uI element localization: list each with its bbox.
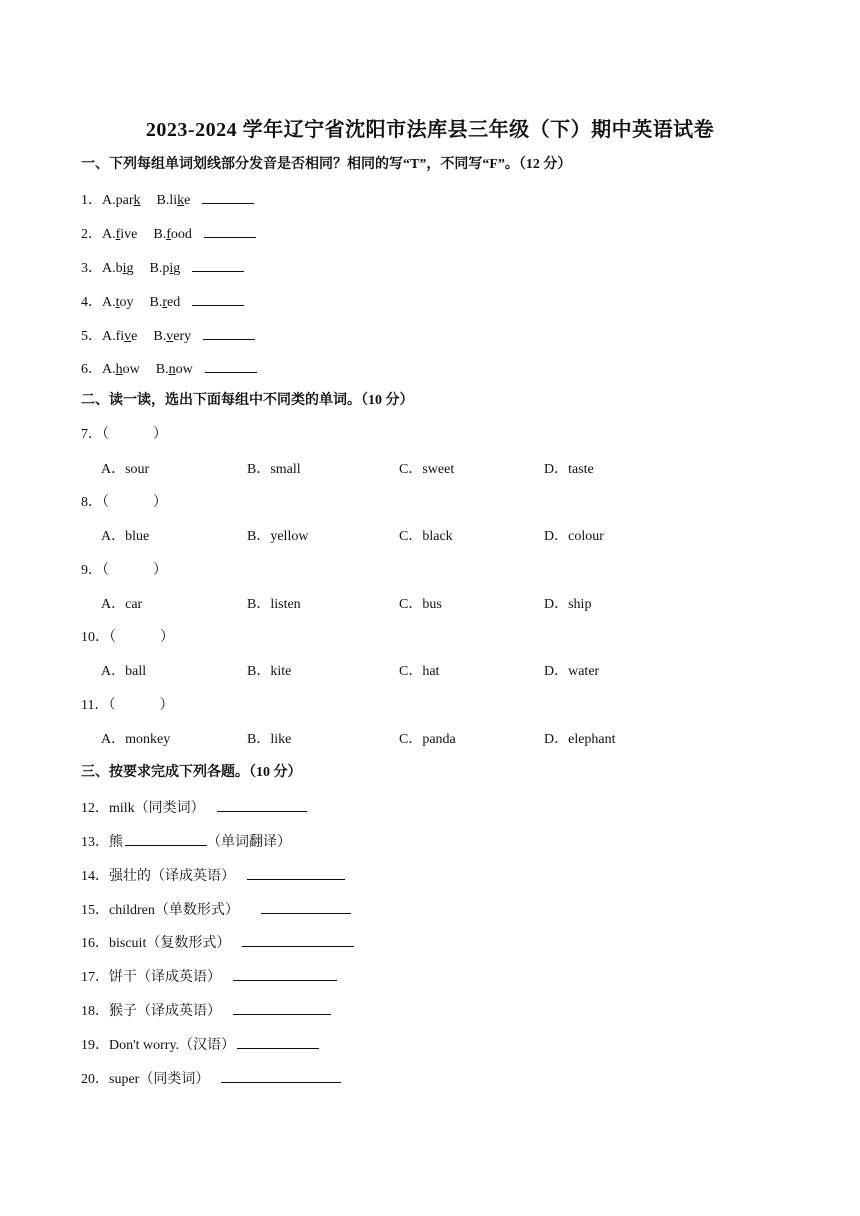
answer-blank[interactable] xyxy=(204,223,256,238)
option-b[interactable]: B．listen xyxy=(247,597,301,612)
question-19: 19．Don't worry.（汉语） xyxy=(81,1034,319,1056)
option-b[interactable]: B．yellow xyxy=(247,529,309,544)
answer-blank[interactable] xyxy=(261,899,351,914)
question-18: 18．猴子（译成英语） xyxy=(81,1000,331,1022)
option-d[interactable]: D．water xyxy=(544,664,600,679)
answer-blank[interactable] xyxy=(247,865,345,880)
section-2-heading: 二、读一读，选出下面每组中不同类的单词。（10 分） xyxy=(81,393,414,408)
question-2: 2．A.five B.food xyxy=(81,223,256,245)
answer-blank[interactable] xyxy=(203,325,255,340)
question-7: 7．（ ） xyxy=(81,427,167,442)
question-4: 4．A.toy B.red xyxy=(81,291,244,313)
option-d[interactable]: D．colour xyxy=(544,529,604,544)
answer-blank[interactable] xyxy=(217,797,307,812)
option-c[interactable]: C．panda xyxy=(399,732,456,747)
answer-blank[interactable] xyxy=(233,966,337,981)
question-16: 16．biscuit（复数形式） xyxy=(81,932,354,954)
option-c[interactable]: C．hat xyxy=(399,664,440,679)
section-1-heading: 一、下列每组单词划线部分发音是否相同？相同的写“T”，不同写“F”。（12 分） xyxy=(81,157,572,172)
question-14: 14．强壮的（译成英语） xyxy=(81,865,345,887)
question-11: 11．（ ） xyxy=(81,698,174,713)
option-c[interactable]: C．bus xyxy=(399,597,442,612)
question-8: 8．（ ） xyxy=(81,495,167,510)
question-13: 13．熊 （单词翻译） xyxy=(81,831,291,853)
question-20: 20．super（同类词） xyxy=(81,1068,341,1090)
answer-blank[interactable] xyxy=(192,257,244,272)
answer-blank[interactable] xyxy=(221,1068,341,1083)
option-a[interactable]: A．ball xyxy=(101,664,147,679)
exam-title: 2023-2024 学年辽宁省沈阳市法库县三年级（下）期中英语试卷 xyxy=(145,119,715,141)
answer-blank[interactable] xyxy=(205,358,257,373)
option-a[interactable]: A．monkey xyxy=(101,732,171,747)
answer-blank[interactable] xyxy=(125,831,207,846)
option-a[interactable]: A．car xyxy=(101,597,143,612)
answer-blank[interactable] xyxy=(202,189,254,204)
option-b[interactable]: B．like xyxy=(247,732,292,747)
answer-blank[interactable] xyxy=(242,932,354,947)
option-a[interactable]: A．sour xyxy=(101,462,150,477)
question-17: 17．饼干（译成英语） xyxy=(81,966,337,988)
option-c[interactable]: C．black xyxy=(399,529,453,544)
option-b[interactable]: B．small xyxy=(247,462,301,477)
question-5: 5．A.five B.very xyxy=(81,325,255,347)
question-3: 3．A.big B.pig xyxy=(81,257,244,279)
option-a[interactable]: A．blue xyxy=(101,529,150,544)
question-1: 1．A.park B.like xyxy=(81,189,254,211)
question-10: 10．（ ） xyxy=(81,630,174,645)
option-d[interactable]: D．elephant xyxy=(544,732,616,747)
answer-blank[interactable] xyxy=(233,1000,331,1015)
option-d[interactable]: D．taste xyxy=(544,462,594,477)
question-15: 15．children（单数形式） xyxy=(81,899,351,921)
question-6: 6．A.how B.now xyxy=(81,358,257,380)
answer-blank[interactable] xyxy=(192,291,244,306)
question-12: 12．milk（同类词） xyxy=(81,797,307,819)
question-9: 9．（ ） xyxy=(81,563,167,578)
option-c[interactable]: C．sweet xyxy=(399,462,455,477)
option-b[interactable]: B．kite xyxy=(247,664,292,679)
answer-blank[interactable] xyxy=(237,1034,319,1049)
section-3-heading: 三、按要求完成下列各题。（10 分） xyxy=(81,765,302,780)
option-d[interactable]: D．ship xyxy=(544,597,592,612)
